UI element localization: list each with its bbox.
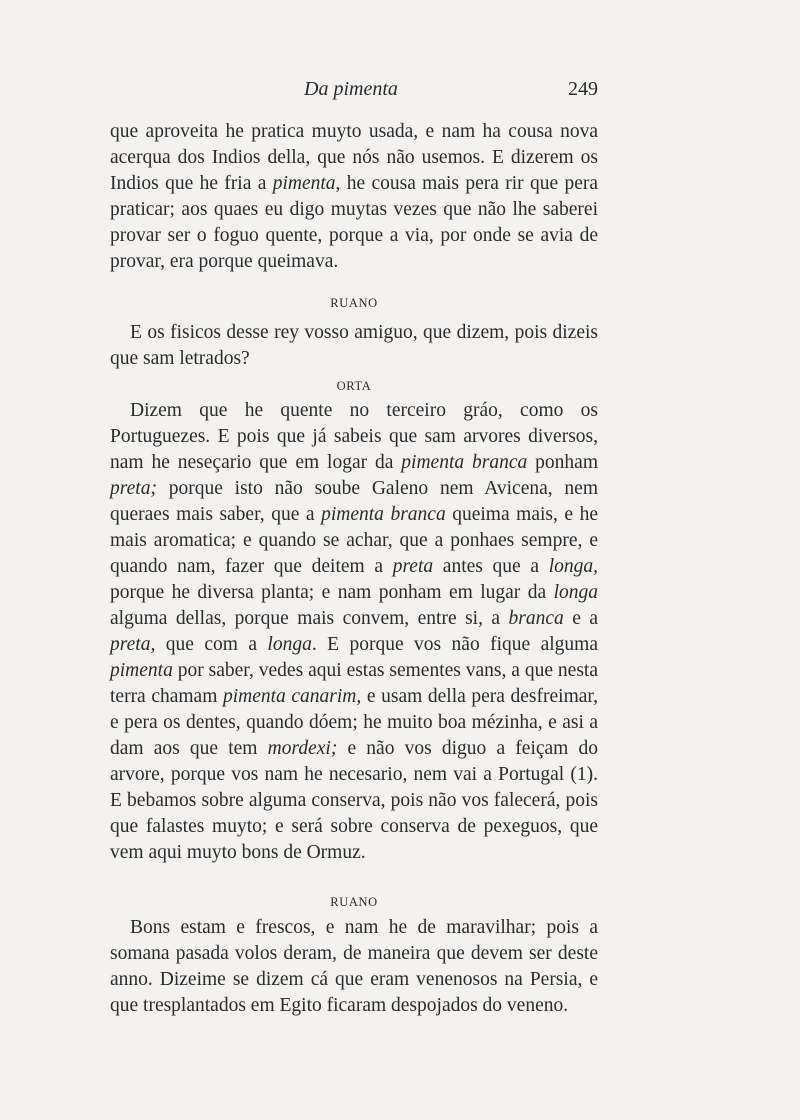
italic-term: mordexi; — [267, 738, 338, 759]
page-header — [110, 78, 598, 108]
italic-term: longa — [267, 634, 312, 655]
speaker-label-ruano: RUANO — [330, 296, 378, 310]
paragraph-4: Bons estam e frescos, e nam he de maravilhar; pois a somana pasada volos deram, de maneira que devem ser deste anno. Dizeime se dizem cá que eram venenosos na Persia, e que tresplantados em Egito ficaram despojados do veneno. — [110, 917, 598, 1016]
paragraph-1: que aproveita he pratica muyto usada, e nam ha cousa nova acerqua dos Indios della, que nós não usemos. E dizerem os Indios que he fria a pimenta, he cousa mais pera rir que pera praticar; aos quaes eu digo muytas vezes que não lhe saberei provar ser o foguo quente, porque a via, por onde se avia de provar, era porque queimava. — [110, 121, 598, 272]
page-number: 249 — [568, 78, 598, 100]
main-text — [110, 119, 598, 1019]
italic-term: longa, — [548, 556, 598, 577]
running-title: Da pimenta — [304, 78, 398, 100]
speaker-label-ruano-2: RUANO — [330, 895, 378, 909]
italic-term: preta; — [110, 478, 157, 499]
italic-term: pimenta branca — [321, 504, 446, 525]
italic-term: pimenta branca — [401, 452, 528, 473]
italic-term: pimenta — [110, 660, 173, 681]
italic-term: longa — [553, 582, 598, 603]
paragraph-3: Dizem que he quente no terceiro gráo, como os Portuguezes. E pois que já sabeis que sam arvores diversos, nam he neseçario que em logar da pimenta branca ponham preta; porque isto não soube Galeno nem Avicena, nem queraes mais saber, que a pimenta branca queima mais, e he mais aromatica; e quando se achar, que a ponhaes sempre, e quando nam, fazer que deitem a preta antes que a longa, porque he diversa planta; e nam ponham em lugar da longa alguma dellas, porque mais convem, entre si, a branca e a preta, que com a longa. E porque vos não fique alguma pimenta por saber, vedes aqui estas sementes vans, a que nesta terra chamam pimenta canarim, e usam della pera desfreimar, e pera os dentes, quando dóem; he muito boa mézinha, e asi a dam aos que tem mordexi; e não vos diguo a feiçam do arvore, porque vos nam he necesario, nem vai a Portugal (1). E bebamos sobre alguma conserva, pois não vos falecerá, pois que falastes muyto; e será sobre conserva de pexeguos, que vem aqui muyto bons de Ormuz. — [110, 400, 599, 863]
italic-term: preta, — [110, 634, 156, 655]
paragraph-2: E os fisicos desse rey vosso amiguo, que dizem, pois dizeis que sam letrados? — [110, 322, 598, 369]
italic-term: branca — [508, 608, 564, 629]
italic-term: pimenta — [272, 173, 336, 194]
italic-term: pimenta canarim, — [222, 686, 362, 707]
speaker-label-orta: ORTA — [336, 379, 372, 393]
italic-term: preta — [392, 556, 434, 577]
